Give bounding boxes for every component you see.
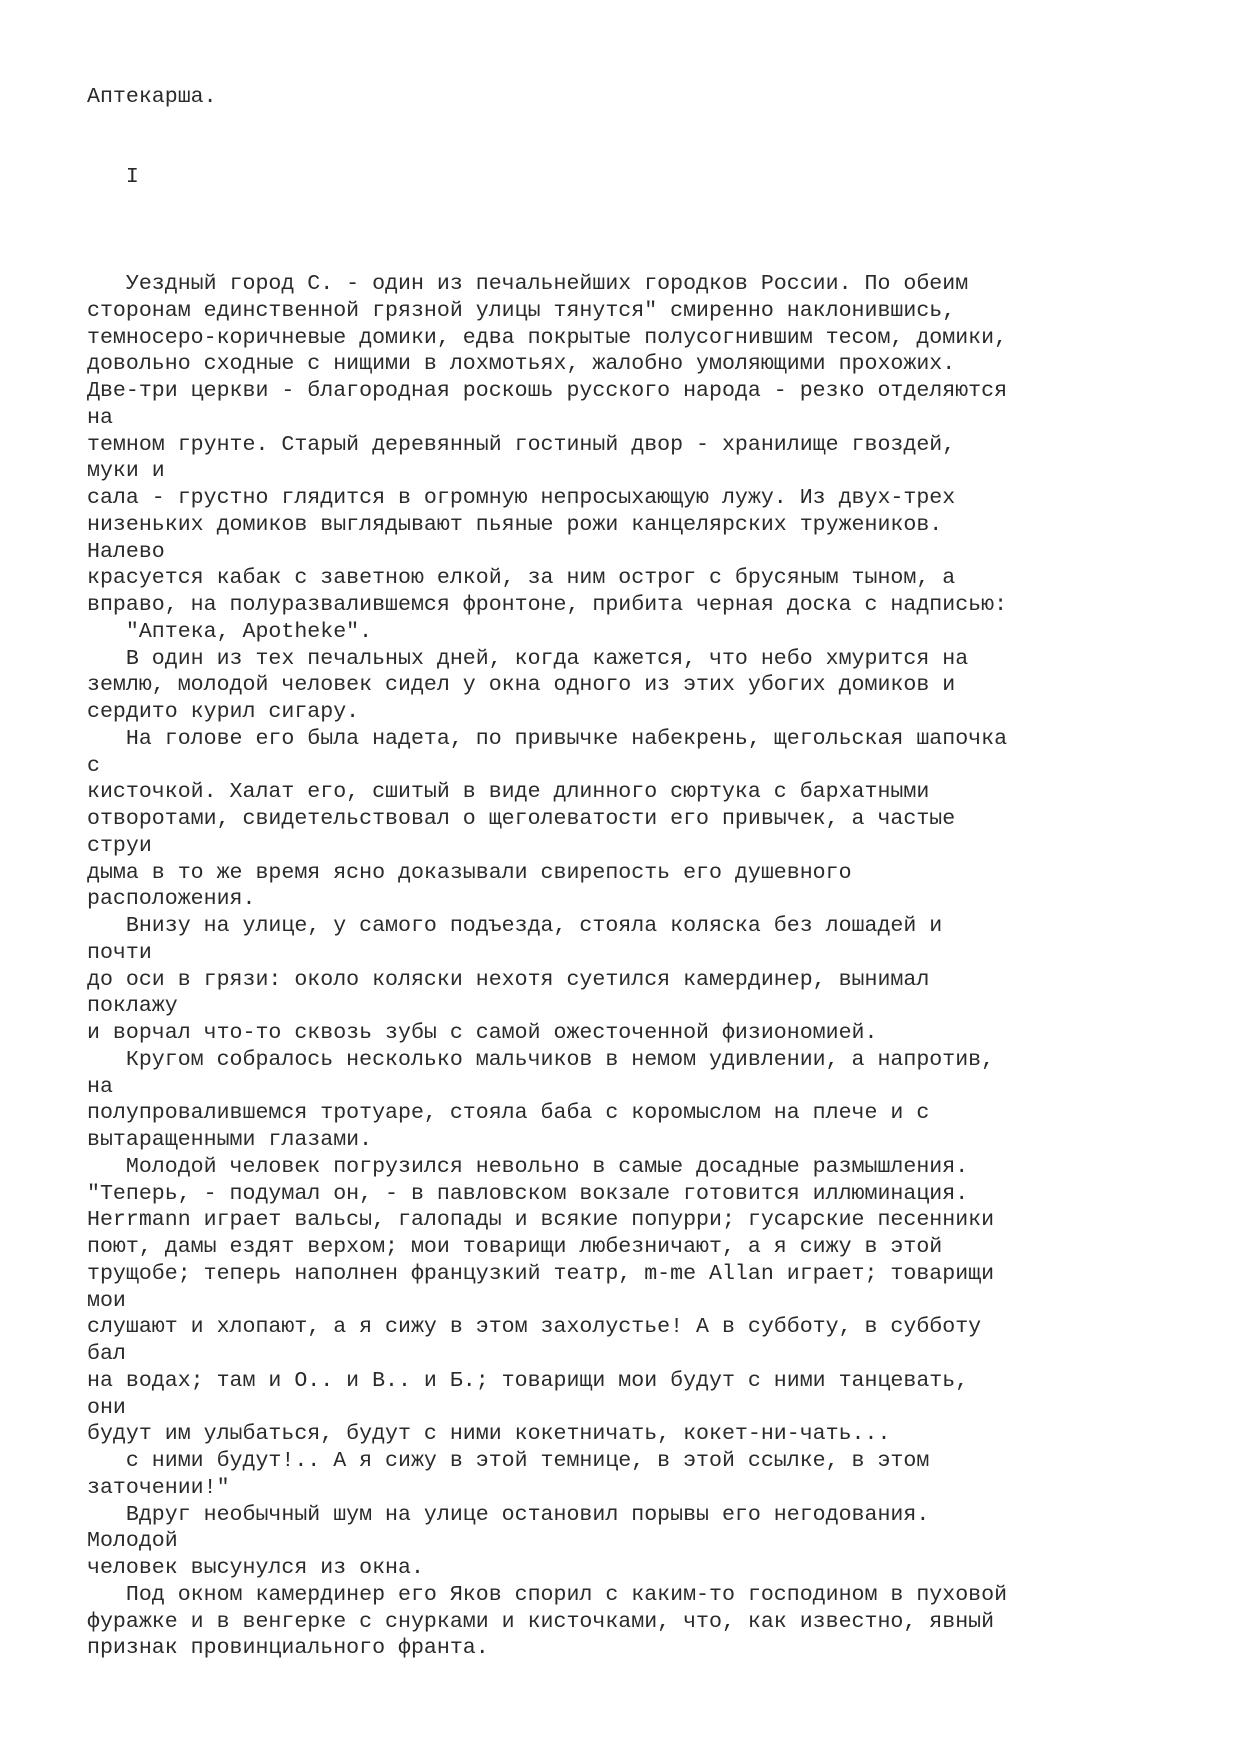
text-line: слушают и хлопают, а я сижу в этом захолустье! А в субботу, в субботу: [87, 1315, 982, 1340]
text-line: на: [87, 405, 113, 430]
text-line: отворотами, свидетельствовал о щеголеватости его привычек, а частые: [87, 807, 956, 831]
text-line: Под окном камердинер его Яков спорил с каким-то господином в пуховой: [87, 1582, 1008, 1607]
text-line: Молодой человек погрузился невольно в самые досадные размышления.: [87, 1154, 969, 1179]
text-line: трущобе; теперь наполнен французкий театр, m-me Allan играет; товарищи: [87, 1261, 995, 1286]
text-line: Вдруг необычный шум на улице остановил порывы его негодования.: [87, 1502, 930, 1527]
chapter-heading: I: [87, 165, 139, 189]
text-line: бал: [87, 1342, 126, 1366]
text-line: Молодой: [87, 1529, 178, 1554]
text-line: низеньких домиков выглядывают пьяные рожи канцелярских тружеников.: [87, 512, 943, 537]
text-line: вправо, на полуразвалившемся фронтоне, прибита черная доска с надписью:: [87, 593, 1008, 617]
text-line: "Аптека, Apotheke".: [87, 619, 373, 644]
text-line: будут им улыбаться, будут с ними кокетничать, кокет-ни-чать...: [87, 1422, 891, 1447]
text-line: с: [87, 753, 100, 778]
text-line: до оси в грязи: около коляски нехотя суетился камердинер, вынимал: [87, 967, 930, 992]
text-line: Уездный город С. - один из печальнейших городков России. По обеим: [87, 272, 969, 296]
text-line: Внизу на улице, у самого подъезда, стояла коляска без лошадей и: [87, 914, 943, 938]
text-line: довольно сходные с нищими в лохмотьях, жалобно умоляющими прохожих.: [87, 352, 956, 377]
text-line: человек высунулся из окна.: [87, 1556, 424, 1580]
text-line: признак провинциального франта.: [87, 1636, 489, 1661]
text-line: сердито курил сигару.: [87, 700, 360, 724]
text-line: они: [87, 1395, 126, 1420]
text-line: поют, дамы ездят верхом; мои товарищи любезничают, а я сижу в этой: [87, 1235, 943, 1259]
text-line: Две-три церкви - благородная роскошь русского народа - резко отделяются: [87, 379, 1008, 403]
text-line: на: [87, 1074, 113, 1099]
document-title: Аптекарша.: [87, 85, 217, 109]
text-line: и ворчал что-то сквозь зубы с самой ожесточенной физиономией.: [87, 1021, 878, 1045]
text-line: струи: [87, 833, 152, 858]
text-line: сторонам единственной грязной улицы тянутся" смиренно наклонившись,: [87, 298, 956, 323]
text-line: муки и: [87, 459, 165, 484]
text-line: темном грунте. Старый деревянный гостиный двор - хранилище гвоздей,: [87, 432, 956, 457]
text-line: на водах; там и О.. и В.. и Б.; товарищи мои будут с ними танцевать,: [87, 1368, 969, 1393]
document-body: [87, 271, 1007, 1662]
text-line: вытаращенными глазами.: [87, 1128, 373, 1152]
text-line: расположения.: [87, 887, 256, 912]
text-line: поклажу: [87, 994, 178, 1019]
text-line: полупровалившемся тротуаре, стояла баба с коромыслом на плече и с: [87, 1101, 930, 1126]
text-line: Кругом собралось несколько мальчиков в немом удивлении, а напротив,: [87, 1047, 995, 1072]
text-line: фуражке и в венгерке с снурками и кисточками, что, как известно, явный: [87, 1609, 995, 1634]
text-line: заточении!": [87, 1475, 230, 1500]
text-line: с ними будут!.. А я сижу в этой темнице, в этой ссылке, в этом: [87, 1449, 930, 1473]
text-line: сала - грустно глядится в огромную непросыхающую лужу. Из двух-трех: [87, 486, 956, 510]
text-line: дыма в то же время ясно доказывали свирепость его душевного: [87, 860, 852, 885]
text-line: красуется кабак с заветною елкой, за ним острог с брусяным тыном, а: [87, 566, 956, 591]
text-line: "Теперь, - подумал он, - в павловском вокзале готовится иллюминация.: [87, 1181, 969, 1206]
text-line: В один из тех печальных дней, когда кажется, что небо хмурится на: [87, 646, 969, 671]
text-line: кисточкой. Халат его, сшитый в виде длинного сюртука с бархатными: [87, 780, 930, 805]
text-line: Налево: [87, 539, 165, 564]
text-line: землю, молодой человек сидел у окна одного из этих убогих домиков и: [87, 673, 956, 698]
text-line: мои: [87, 1288, 126, 1313]
text-line: На голове его была надета, по привычке набекрень, щегольская шапочка: [87, 726, 1008, 751]
text-line: Herrmann играет вальсы, галопады и всякие попурри; гусарские песенники: [87, 1208, 995, 1233]
text-line: темносеро-коричневые домики, едва покрытые полусогнившим тесом, домики,: [87, 325, 1008, 350]
text-line: почти: [87, 940, 152, 965]
